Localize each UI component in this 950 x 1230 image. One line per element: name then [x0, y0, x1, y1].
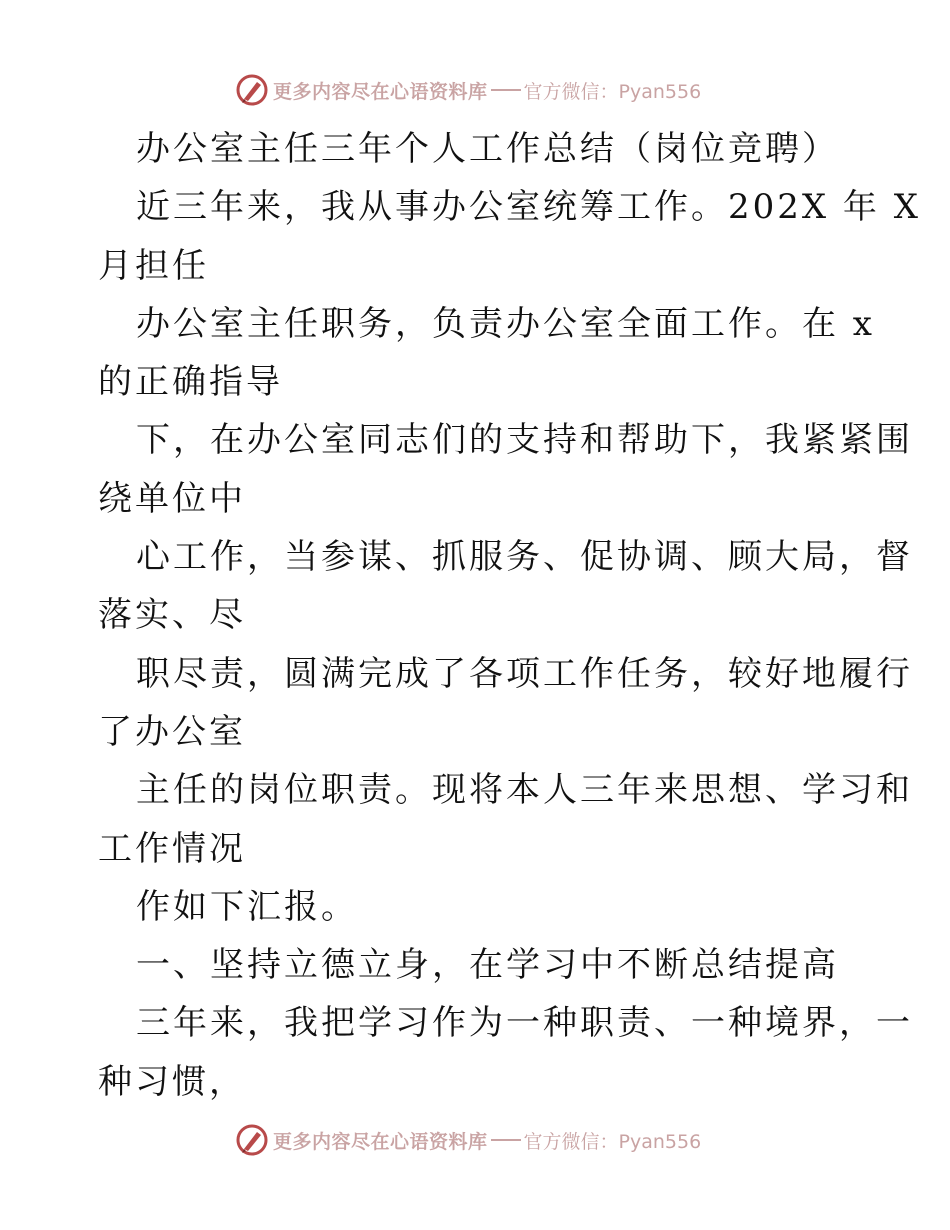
paragraph-line: 绕单位中 [98, 478, 246, 519]
paragraph-line: 心工作，当参谋、抓服务、促协调、顾大局，督 [136, 537, 913, 578]
paragraph-line: 月担任 [98, 245, 209, 286]
paragraph-line: 的正确指导 [98, 362, 283, 403]
watermark-banner-bottom [235, 1122, 701, 1158]
paragraph-line: 了办公室 [98, 711, 246, 752]
paragraph-line: 下，在办公室同志们的支持和帮助下，我紧紧围 [136, 420, 913, 461]
paragraph-line: 落实、尽 [98, 595, 246, 636]
paragraph-line: 职尽责，圆满完成了各项工作任务，较好地履行 [136, 653, 913, 694]
paragraph-line: 近三年来，我从事办公室统筹工作。202X 年 X [136, 187, 921, 228]
document-title: 办公室主任三年个人工作总结（岗位竞聘） [136, 129, 839, 169]
watermark-main-text: 更多内容尽在心语资料库 [273, 80, 488, 103]
watermark-main-text: 更多内容尽在心语资料库 [273, 1130, 488, 1153]
pen-circle-logo-icon [235, 1123, 269, 1157]
pen-circle-logo-icon [235, 73, 269, 107]
watermark-wechat-text: 官方微信：Pyan556 [523, 80, 702, 103]
paragraph-line: 三年来，我把学习作为一种职责、一种境界，一 [136, 1003, 913, 1044]
watermark-dash [491, 89, 521, 91]
paragraph-line: 主任的岗位职责。现将本人三年来思想、学习和 [136, 770, 913, 811]
watermark-dash [491, 1139, 521, 1141]
watermark-wechat-text: 官方微信：Pyan556 [523, 1130, 702, 1153]
paragraph-line: 作如下汇报。 [136, 886, 358, 927]
watermark-banner-top [235, 72, 701, 108]
section-heading: 一、坚持立德立身，在学习中不断总结提高 [136, 945, 839, 986]
paragraph-line: 种习惯， [98, 1061, 246, 1102]
document-body [98, 120, 921, 1111]
paragraph-line: 办公室主任职务，负责办公室全面工作。在 x [136, 303, 875, 344]
paragraph-line: 工作情况 [98, 828, 246, 869]
